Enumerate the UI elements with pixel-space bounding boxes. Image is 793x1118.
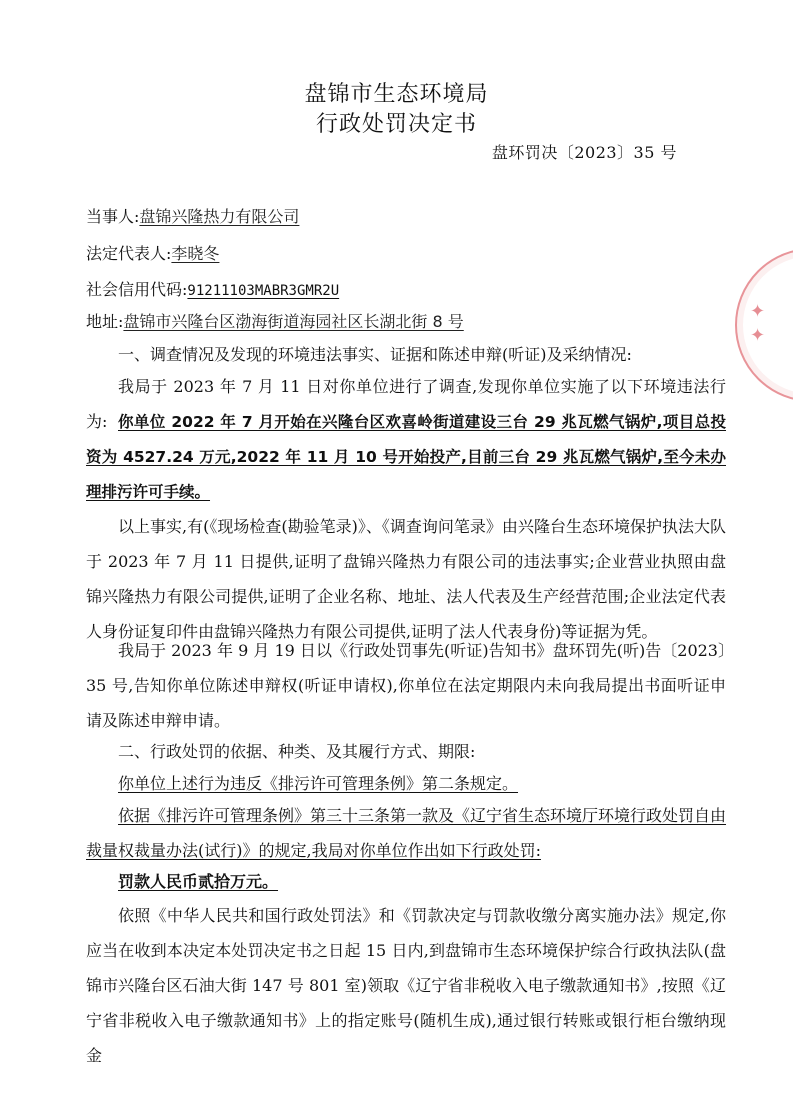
section2-violation-basis: 你单位上述行为违反《排污许可管理条例》第二条规定。 xyxy=(118,774,519,793)
section1-evidence-paragraph: 以上事实,有(《现场检查(勘验笔录)》、《调查询问笔录》由兴隆台生态环境保护执法大队于 2023 年 7 月 11 日提供,证明了盘锦兴隆热力有限公司的违法事实;企业营业执照由盘锦兴隆热力有限公司提供,证明了企业名称、地址、法人代表及生产经营范围;企业法定代表人身份证复印件由盘锦兴隆热力有限公司提供,证明了法人代表身份)等证据为凭。 xyxy=(86,517,726,641)
legal-rep-label: 法定代表人: xyxy=(86,244,172,263)
party-name-value: 盘锦兴隆热力有限公司 xyxy=(139,207,300,226)
document-number: 盘环罚决〔2023〕35 号 xyxy=(491,143,677,162)
party-name-label: 当事人: xyxy=(86,207,140,226)
issuing-authority-title: 盘锦市生态环境局 xyxy=(304,82,489,107)
legal-rep-value: 李晓冬 xyxy=(171,244,220,263)
section2-penalty-amount: 罚款人民币贰拾万元。 xyxy=(118,872,279,891)
seal-glyphs: ✦ ✦ xyxy=(750,301,766,346)
section1-heading: 一、调查情况及发现的环境违法事实、证据和陈述申辩(听证)及采纳情况: xyxy=(118,345,632,364)
party-name-row xyxy=(86,204,746,230)
address-label: 地址: xyxy=(86,312,124,331)
credit-code-row xyxy=(86,277,746,304)
section2-penalty-basis: 依据《排污许可管理条例》第三十三条第一款及《辽宁省生态环境厅环境行政处罚自由裁量权裁量办法(试行)》的规定,我局对你单位作出如下行政处罚: xyxy=(86,806,727,860)
document-type-title: 行政处罚决定书 xyxy=(315,112,477,137)
address-row xyxy=(86,309,746,335)
section1-hearing-notice-paragraph: 我局于 2023 年 9 月 19 日以《行政处罚事先(听证)告知书》盘环罚先(听)告〔2023〕35 号,告知你单位陈述申辩权(听证申请权),你单位在法定期限内未向我局提出书面听证申请及陈述申辩申请。 xyxy=(86,641,726,730)
credit-code-label: 社会信用代码: xyxy=(86,280,188,299)
section2-heading: 二、行政处罚的依据、种类、及其履行方式、期限: xyxy=(118,742,476,761)
section1-investigation-paragraph: 我局于 2023 年 7 月 11 日对你单位进行了调查,发现你单位实施了以下环境违法行为: xyxy=(86,377,726,431)
section2-payment-paragraph: 依照《中华人民共和国行政处罚法》和《罚款决定与罚款收缴分离实施办法》规定,你应当在收到本决定本处罚决定书之日起 15 日内,到盘锦市生态环境保护综合行政执法队(盘锦市兴隆台区石油大街 147 号 801 室)领取《辽宁省非税收入电子缴款通知书》,按照《辽宁省非税收入电子缴款通知书》上的指定账号(随机生成),通过银行转账或银行柜台缴纳现金 xyxy=(86,906,726,1065)
legal-rep-row xyxy=(86,241,746,267)
credit-code-value: 91211103MABR3GMR2U xyxy=(187,283,340,299)
address-value: 盘锦市兴隆台区渤海街道海园社区长湖北街 8 号 xyxy=(123,312,464,331)
section1-violation-paragraph: 你单位 2022 年 7 月开始在兴隆台区欢喜岭街道建设三台 29 兆瓦燃气锅炉,项目总投资为 4527.24 万元,2022 年 11 月 10 号开始投产,目前三台 29 兆瓦燃气锅炉,至今未办理排污许可手续。 xyxy=(86,413,726,501)
